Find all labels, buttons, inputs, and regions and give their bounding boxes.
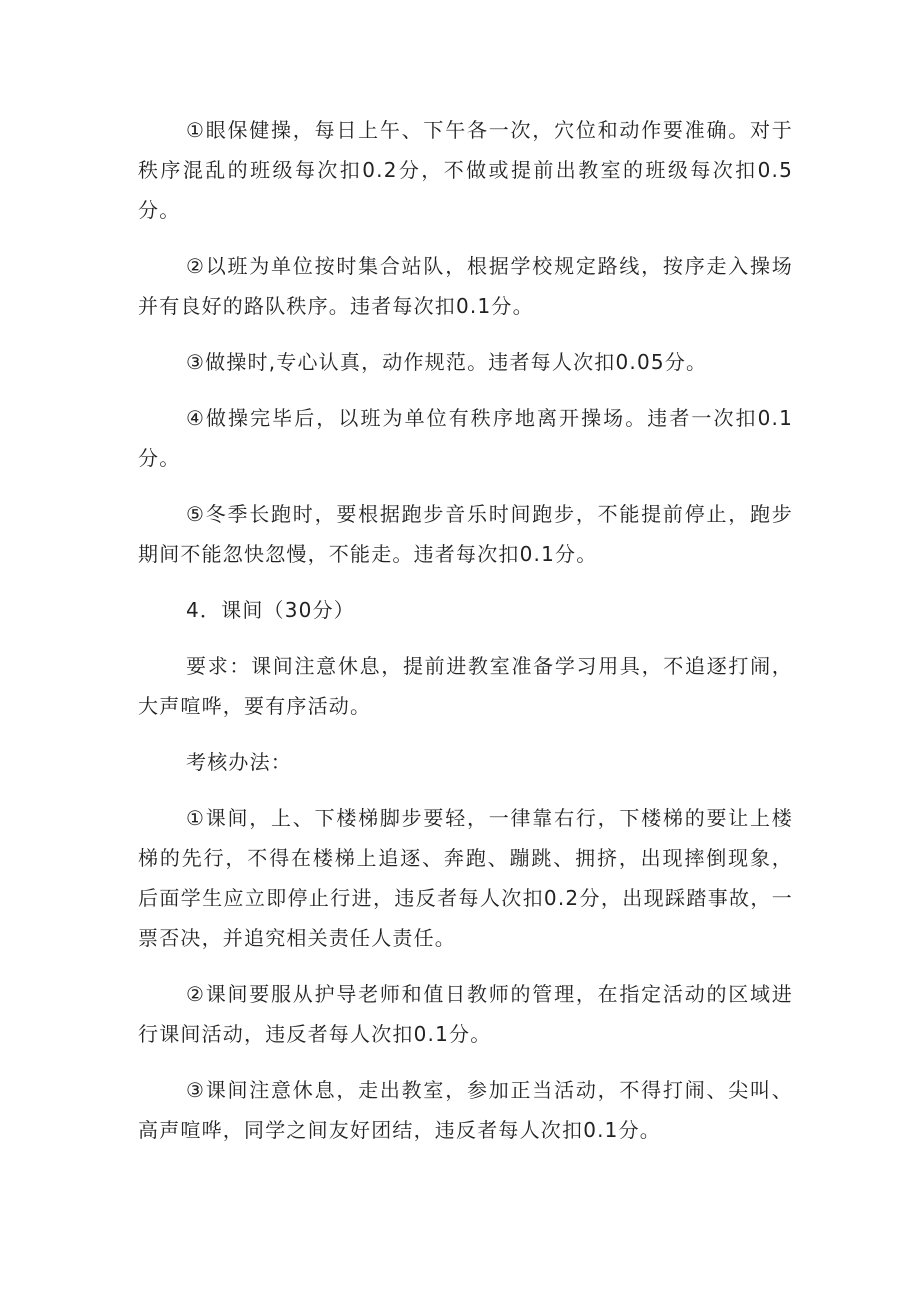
paragraph-assessment-label: 考核办法： [186,750,292,774]
paragraph-requirements: 要求：课间注意休息，提前进教室准备学习用具，不追逐打闹，大声喧哗，要有序活动。 [138,654,793,718]
paragraph-rest: ③课间注意休息，走出教室，参加正当活动，不得打闹、尖叫、高声喧哗，同学之间友好团结，违反者每人次扣0.1分。 [138,1078,793,1142]
document-body [138,110,793,1166]
paragraph-stairs: ①课间，上、下楼梯脚步要轻，一律靠右行，下楼梯的要让上楼梯的先行，不得在楼梯上追逐、奔跑、蹦跳、拥挤，出现摔倒现象，后面学生应立即停止行进，违反者每人次扣0.2分，出现踩踏事故，一票否决，并追究相关责任人责任。 [138,806,793,950]
paragraph-winter-run: ⑤冬季长跑时，要根据跑步音乐时间跑步，不能提前停止，跑步期间不能忽快忽慢，不能走。违者每次扣0.1分。 [138,502,793,566]
paragraph-eye-exercise: ①眼保健操，每日上午、下午各一次，穴位和动作要准确。对于秩序混乱的班级每次扣0.2分，不做或提前出教室的班级每次扣0.5分。 [138,118,793,222]
paragraph-duty-teacher: ②课间要服从护导老师和值日教师的管理，在指定活动的区域进行课间活动，违反者每人次扣0.1分。 [138,982,793,1046]
paragraph-exercise-focus: ③做操时,专心认真，动作规范。违者每人次扣0.05分。 [186,350,708,374]
paragraph-assembly: ②以班为单位按时集合站队，根据学校规定路线，按序走入操场并有良好的路队秩序。违者每次扣0.1分。 [138,254,793,318]
paragraph-leave-field: ④做操完毕后，以班为单位有秩序地离开操场。违者一次扣0.1分。 [138,406,793,470]
section-heading-break: 4．课间（30分） [186,598,355,622]
